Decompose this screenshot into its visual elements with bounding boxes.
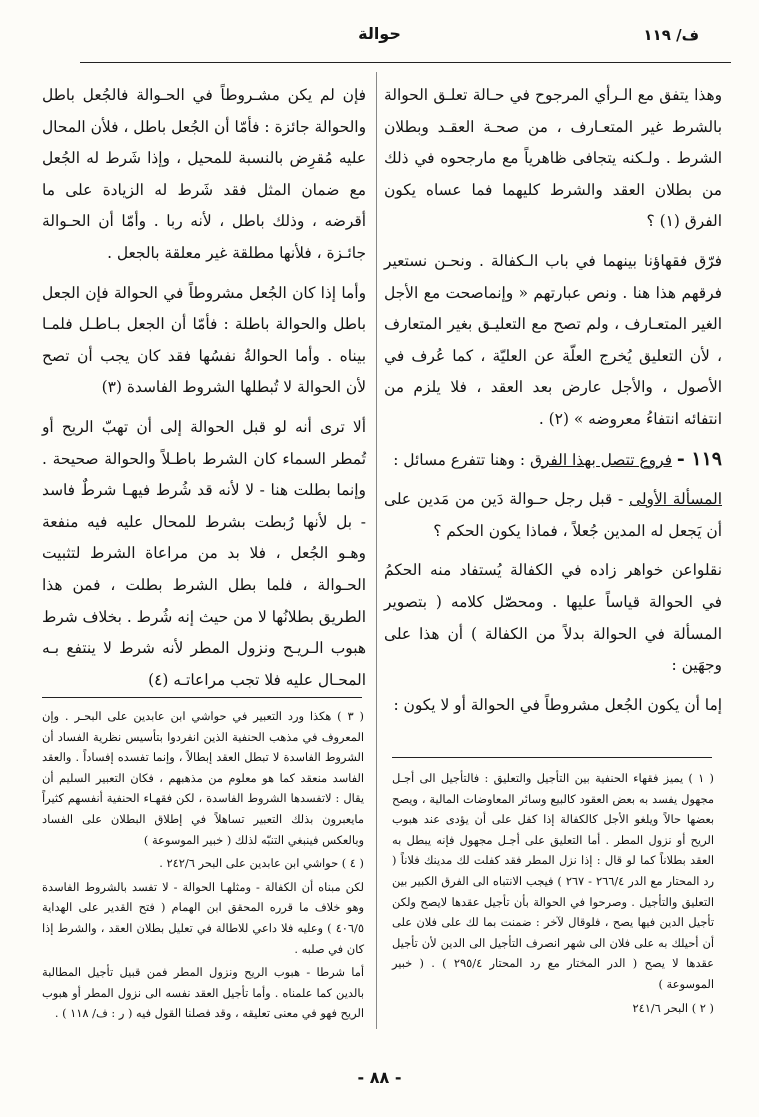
footnote-separator (392, 757, 712, 758)
section-reference: ف/ ١١٩ (643, 26, 699, 44)
footnote-separator (42, 697, 362, 698)
footnote: ( ٣ ) هكذا ورد التعبير في حواشي ابن عابدين على البحـر . وإن المعروف في مذهب الحنفية الذين انفردوا بتأسيس نظرية الفساد أن الشروط الفاسدة لا تبطل العقد إبطالاً ، وإنما تفسده إفساداً . والعقد الفاسد منعقد كما هو معلوم من مذهبهم ، فكان التعبير السليم أن يقال : لاتفسدها الشروط الفاسدة ، لكن فقهـاء الحنفية أنفسهم كثيراً مايعبرون بذلك التعبير تساهلاً في إطلاق البطلان على الفساد وبالعكس فينبغي التنبّه لذلك ( خبير الموسوعة ) (42, 709, 364, 847)
issue-label: المسألة الأولى (629, 490, 722, 509)
running-title: حوالة (358, 24, 401, 43)
paragraph: وهذا يتفق مع الـرأي المرجوح في حـالة تعلـق الحوالة بالشرط غير المتعـارف ، من صحـة العقـد وبطلان الشرط . ولـكنه يتجافى ظاهرياً مع مارجحوه في ذلك من بطلان العقد والشرط كليهما فما عساه يكون الفرق (١) ؟ (384, 86, 722, 231)
column-divider (376, 72, 377, 1029)
footnotes-left (42, 706, 364, 1027)
footnote: ( ٢ ) البحر ٢٤١/٦ (632, 1000, 714, 1015)
page-header (28, 22, 731, 52)
footnote: لكن مبناه أن الكفالة - ومثلهـا الحوالة - لا تفسد بالشروط الفاسدة وهو خلاف ما قرره المحقق ابن الهمام ( فتح القدير على الهداية ٤٠٦/٥ ) وعليه فلا داعي للاطالة في تعليل بطلان العقد ، والشرط إذا كان في صلبه . (42, 879, 364, 956)
paragraph: وأما إذا كان الجُعل مشروطاً في الحوالة فإن الجعل باطل والحوالة باطلة : فأمّا أن الجعل بـاطـل فلمـا بيناه . وأما الحوالةُ نفسُها فقد كان يجب أن تصح لأن الحوالة لا تُبطلها الشروط الفاسدة (٣) (42, 283, 366, 397)
paragraph: ألا ترى أنه لو قبل الحوالة إلى أن تهبّ الريح أو تُمطر السماء كان الشرط باطـلاً والحوالة صحيحة . وإنما بطلت هنا - لا لأنه قد شُرط فيهـا شرطٌ فاسد - بل لأنها رُبطت بشرط للمحال عليه فيه منفعة وهـو الجُعل ، فلا بد من مراعاة الشرط لتثبيت الحـوالة ، فلما بطل الشرط بطلت ، فمن هذا الطريق بطلانُها لا من حيث إنه شُرط . بخلاف شرط هبوب الـريـح ونزول المطر لأنه شرط لا ينتفع بـه المحـال عليه فلا تجب مراعاتـه (٤) (42, 417, 366, 689)
section-title: فروع تتصل بهذا الفرق (529, 450, 672, 469)
footnote: ( ٤ ) حواشي ابن عابدين على البحر ٢٤٢/٦ . (159, 856, 364, 871)
right-column (384, 80, 722, 729)
footnote: أما شرطا - هبوب الريح ونزول المطر فمن قبيل تأجيل المطالبة بالدين كما علمناه . وأما تأجيل العقد نفسه الى نزول المطر أو هبوب الريح فهو في معنى تعليقه ، وقد فصلنا القول فيه ( ر : ف/ ١١٨ ) . (42, 965, 364, 1021)
header-rule (80, 62, 731, 63)
paragraph: إما أن يكون الجُعل مشروطاً في الحوالة أو لا يكون : (393, 695, 722, 714)
left-column (42, 80, 366, 704)
footnotes-right (392, 768, 714, 1021)
paragraph: نقلواعن خواهر زاده في الكفالة يُستفاد منه الحكمُ في الحوالة قياساً عليها . ومحصّل كلامه ( بتصوير المسألة في الحوالة بدلاً من الكفالة ) أن هذا على وجهَين : (384, 561, 722, 675)
section-number: ١١٩ - (676, 447, 722, 470)
paragraph (384, 484, 722, 547)
paragraph: فرّق فقهاؤنا بينهما في باب الـكفالة . ونحـن نستعير فرقهم هذا هنا . ونص عبارتهم « وإنماصحت مع الأجل الغير المتعـارف ، ولم تصح مع التعليـق بغير المتعارف ، لأن التعليق يُخرج العلّة عن العليّة ، كما عُرف في الأصول ، والأجل عارض بعد العقد ، فلا يلزم من انتفائه انتفاءُ معروضه » (٢) . (384, 251, 722, 428)
issue-text: - قبل رجل حـوالة دَين من مَدين على أن يَجعل له المدين جُعلاً ، فماذا يكون الحكم ؟ (384, 490, 722, 540)
footnote: ( ١ ) يميز فقهاء الحنفية بين التأجيل والتعليق : فالتأجيل الى أجـل مجهول يفسد به بعض العقود كالبيع وسائر المعاوضات المالية ، ويصح بعضها حالاً ويلغو الأجل كالكفالة إذا كفل على أن يؤدى عند هبوب الريح أو نزول المطر . أما التعليق على أجـل مجهول فإنه يبطل به العقد بطلاناً كما لو قال : إذا نزل المطر فقد كفلت لك مدينك فلاناً ( رد المحتار مع الدر ٢٦٦/٤ - ٢٦٧ ) فيجب الانتباه الى الفرق الكبير بين التعليق والتأجيل . وصرحوا في الحوالة بأن تأجيل عقدها لايصح ولكن تأجيل الدين فيها يصح ، فلوقال لآخر : ضمنت بما لك على فلان على أن أحيلك به على فلان الى شهر انصرف التأجيل الى الدين لأن تأجيل عقدها لا يصح ( الدر المختار مع رد المحتار ٢٩٥/٤ ) . ( خبير الموسوعة ) (392, 771, 714, 991)
page-number: - ٨٨ - (357, 1068, 402, 1087)
paragraph: فإن لم يكن مشـروطاً في الحـوالة فالجُعل باطل والحوالة جائزة : فأمّا أن الجُعل باطل ، فلأن المحال عليه مُقرِض بالنسبة للمحيل ، وإذا شَرط له الجُعل مع ضمان المثل فقد شَرط له الزيادة على ما أقرضه ، وذلك باطل ، لأنه ربا . وأمّا أن الحـوالة جائـزة ، فلأنها مطلقة غير معلقة بالجعل . (42, 86, 366, 262)
section-lead: : وهنا تتفرع مسائل : (393, 450, 526, 469)
section-heading (384, 444, 722, 477)
